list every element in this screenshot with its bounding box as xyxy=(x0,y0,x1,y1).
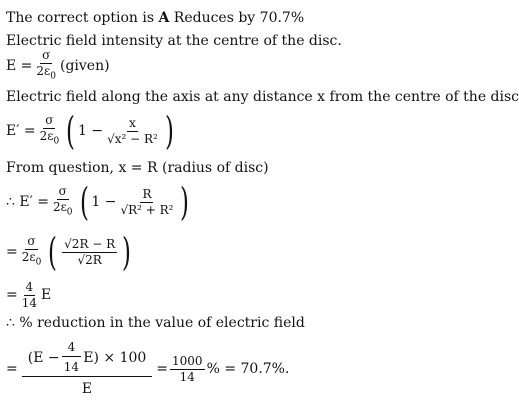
statement-percent-reduction: ∴ % reduction in the value of electric field xyxy=(6,315,305,331)
eq1-fraction xyxy=(34,49,58,83)
statement-field-centre: Electric field intensity at the centre of the disc. xyxy=(6,33,342,49)
equation-e-given xyxy=(6,47,110,82)
equation-simplified: = $\frac{\sigma}{2\varepsilon_0}$ ( $\frac{√2R - R}{√2R}$ ) xyxy=(6,230,132,274)
answer-line xyxy=(6,10,304,26)
statement-x-equals-r: From question, x = R (radius of disc) xyxy=(6,160,269,176)
answer-letter: A xyxy=(158,10,170,26)
open-paren: ( xyxy=(66,109,76,153)
eq2-one-minus: 1 − xyxy=(78,123,104,139)
equation-four-fourteenths: = $\frac{4}{14}$ E xyxy=(6,279,52,310)
eq1-lhs: E = xyxy=(6,58,33,74)
statement-field-axis: Electric field along the axis at any distance x from the centre of the disc xyxy=(6,89,519,105)
eq2-fraction: $\frac{\sigma}{2\varepsilon_0}$ xyxy=(39,112,60,147)
equation-e-prime-r: ∴ E′ = $\frac{\sigma}{2\varepsilon_0}$ ( 1 − $\frac{R}{\text{√R² + R²}}$ ) xyxy=(6,180,190,224)
eq2-lhs: E′ = xyxy=(6,123,36,139)
answer-suffix: Reduces by 70.7% xyxy=(169,10,305,26)
close-paren: ) xyxy=(164,109,174,153)
eq1-denominator: $2\varepsilon_0$ xyxy=(36,63,56,82)
eq3-lhs: ∴ E′ = xyxy=(6,194,49,210)
equation-final: = (E − $\frac{4}{14}$ E) × 100 E = $\frac{1000}{14}$ % = 70.7%. xyxy=(6,340,290,397)
eq2-inner-fraction: $\frac{x}{\text{√x² − R²}}$ xyxy=(107,115,158,146)
eq1-tail: (given) xyxy=(60,58,110,74)
eq1-numerator: σ xyxy=(42,47,51,62)
equation-e-prime xyxy=(6,109,177,153)
answer-prefix: The correct option is xyxy=(6,10,159,26)
